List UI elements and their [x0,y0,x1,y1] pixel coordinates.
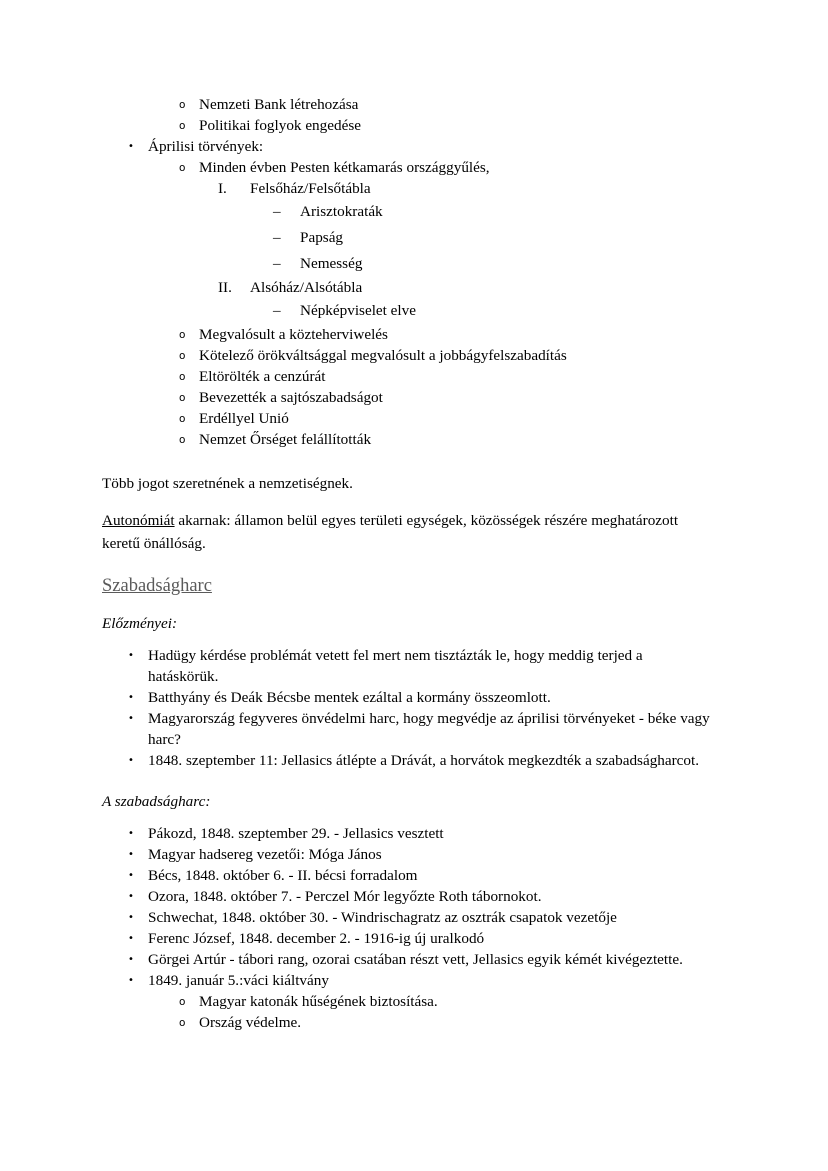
list-item [102,907,714,928]
bullet-marker-icon: • [128,650,134,661]
list-item [102,199,714,225]
dash-marker-icon: – [273,203,281,220]
list-item-label: Alsóház/Alsótábla [250,279,363,296]
list-item [102,178,714,199]
list-item [102,225,714,251]
list-item [102,823,714,844]
circle-marker-icon: o [179,120,186,132]
list-item [102,1012,714,1033]
list-item-label: Görgei Artúr - tábori rang, ozorai csatában részt vett, Jellasics egyik kémét kivégeztette. [148,951,683,968]
list-item [102,387,714,408]
list-circle-top [102,94,714,136]
circle-marker-icon: o [179,434,186,446]
list-item [102,115,714,136]
list-roman-felsohaz [102,178,714,199]
bullet-marker-icon: • [128,755,134,766]
list-item-label: Arisztokraták [300,203,383,220]
list-item-label: Magyarország fegyveres önvédelmi harc, hogy megvédje az áprilisi törvényeket - béke vagy harc? [148,710,710,748]
bullet-marker-icon: • [128,692,134,703]
circle-marker-icon: o [179,350,186,362]
list-item-label: Ozora, 1848. október 7. - Perczel Mór legyőzte Roth tábornokot. [148,888,542,905]
bullet-marker-icon: • [128,975,134,986]
bullet-marker-icon: • [128,870,134,881]
list-item [102,429,714,450]
roman-numeral-marker: II. [218,279,232,296]
list-item-label: Nemzet Őrséget felállították [199,431,372,448]
list-item [102,324,714,345]
list-item [102,298,714,324]
list-bullet-elozmenyei [102,645,714,771]
list-item-label: Áprilisi törvények: [148,138,264,155]
list-dash-felsohaz [102,199,714,277]
list-item-label: Ferenc József, 1848. december 2. - 1916-ig új uralkodó [148,930,485,947]
list-item-label: Schwechat, 1848. október 30. - Windrischagratz az osztrák csapatok vezetője [148,909,617,926]
list-item-label: Nemesség [300,255,363,272]
circle-marker-icon: o [179,371,186,383]
autonomia-rest-text: akarnak: államon belül egyes területi egységek, közösségek részére meghatározott keretű önállóság. [102,512,679,552]
list-dash-alsohaz [102,298,714,324]
list-item [102,750,714,771]
list-item-label: Papság [300,229,344,246]
bullet-marker-icon: • [128,933,134,944]
bullet-marker-icon: • [128,849,134,860]
bullet-marker-icon: • [128,912,134,923]
list-item-label: 1848. szeptember 11: Jellasics átlépte a Drávát, a horvátok megkezdték a szabadságharcot. [148,752,700,769]
list-item-label: Hadügy kérdése problémát vetett fel mert nem tisztázták le, hogy meddig terjed a hatáskörük. [148,647,643,685]
list-item [102,408,714,429]
section-heading-szabadsagharc: Szabadságharc [102,576,212,596]
list-item [102,949,714,970]
list-circle-orszaggyules [102,157,714,178]
list-item-label: Erdéllyel Unió [199,410,289,427]
list-circle-vaci-kialtvany [102,991,714,1033]
paragraph-nemzetiseg: Több jogot szeretnének a nemzetiségnek. [102,475,353,492]
circle-marker-icon: o [179,1017,186,1029]
list-item [102,94,714,115]
circle-marker-icon: o [179,392,186,404]
list-bullet-a-szabadsagharc [102,823,714,991]
list-item-label: Népképviselet elve [300,302,416,319]
list-item [102,844,714,865]
list-item-label: Eltörölték a cenzúrát [199,368,326,385]
list-item [102,708,714,750]
bullet-marker-icon: • [128,141,134,152]
list-item [102,136,714,157]
bullet-marker-icon: • [128,954,134,965]
list-item-label: Pákozd, 1848. szeptember 29. - Jellasics vesztett [148,825,444,842]
circle-marker-icon: o [179,413,186,425]
list-item [102,865,714,886]
bullet-marker-icon: • [128,713,134,724]
autonomia-underlined-term: Autonómiát [102,512,175,529]
dash-marker-icon: – [273,229,281,246]
list-bullet-aprilisi [102,136,714,157]
list-item-label: Megvalósult a közteherviwelés [199,326,388,343]
list-roman-alsohaz [102,277,714,298]
list-item-label: Politikai foglyok engedése [199,117,361,134]
list-item-label: Nemzeti Bank létrehozása [199,96,359,113]
list-item [102,886,714,907]
list-item [102,928,714,949]
circle-marker-icon: o [179,162,186,174]
paragraph-autonomia [102,509,714,555]
list-item [102,157,714,178]
list-item [102,277,714,298]
list-item-label: Minden évben Pesten kétkamarás országgyűlés, [199,159,490,176]
dash-marker-icon: – [273,302,281,319]
list-item [102,366,714,387]
bullet-marker-icon: • [128,891,134,902]
list-item-label: Ország védelme. [199,1014,302,1031]
list-item-label: Kötelező örökváltsággal megvalósult a jobbágyfelszabadítás [199,347,567,364]
circle-marker-icon: o [179,99,186,111]
list-circle-torvenyek [102,324,714,450]
document-content [102,94,714,1033]
list-item-label: Felsőház/Felsőtábla [250,180,371,197]
list-item [102,687,714,708]
subsection-label-elozmenyei: Előzményei: [102,615,178,632]
list-item-label: Bevezették a sajtószabadságot [199,389,383,406]
list-item-label: Magyar katonák hűségének biztosítása. [199,993,438,1010]
circle-marker-icon: o [179,996,186,1008]
bullet-marker-icon: • [128,828,134,839]
subsection-label-a-szabadsagharc: A szabadságharc: [102,793,211,810]
list-item-label: Batthyány és Deák Bécsbe mentek ezáltal a kormány összeomlott. [148,689,551,706]
list-item [102,645,714,687]
list-item [102,345,714,366]
list-item [102,970,714,991]
list-item [102,991,714,1012]
list-item-label: Bécs, 1848. október 6. - II. bécsi forradalom [148,867,418,884]
list-item-label: 1849. január 5.:váci kiáltvány [148,972,329,989]
dash-marker-icon: – [273,255,281,272]
list-item-label: Magyar hadsereg vezetői: Móga János [148,846,382,863]
circle-marker-icon: o [179,329,186,341]
roman-numeral-marker: I. [218,180,227,197]
list-item [102,251,714,277]
